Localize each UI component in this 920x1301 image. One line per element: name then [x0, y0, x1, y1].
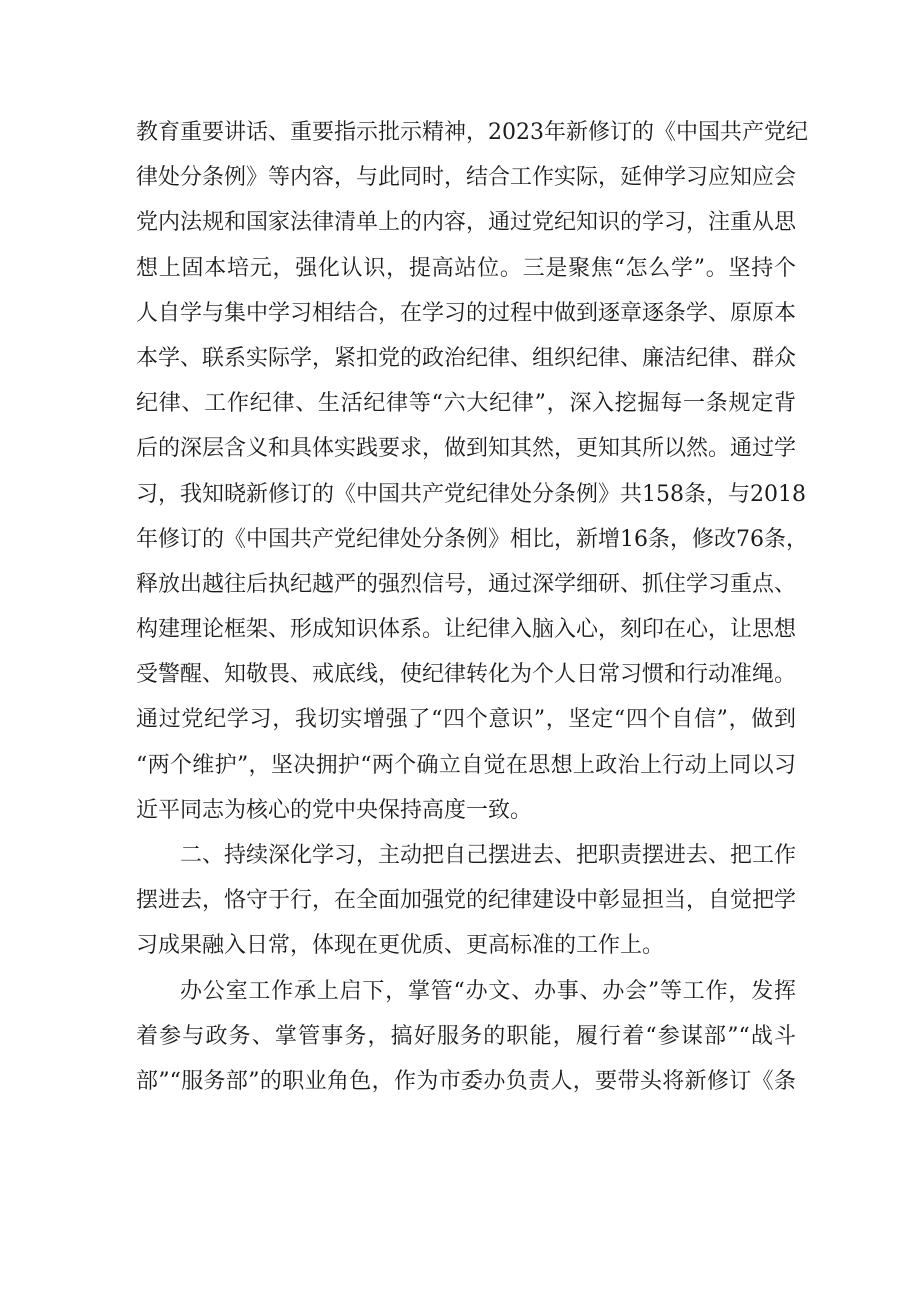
text-line: 通过党纪学习，我切实增强了“四个意识”，坚定“四个自信”，做到	[136, 707, 796, 733]
text-line: “两个维护”，坚决拥护“两个确立自觉在思想上政治上行动上同以习	[136, 752, 796, 778]
text-line: 近平同志为核心的党中央保持高度一致。	[136, 797, 533, 823]
text-line: 着参与政务、掌管事务，搞好服务的职能，履行着“参谋部”“战斗	[136, 1023, 796, 1049]
paragraph-office-work	[136, 969, 796, 1105]
text-line: 想上固本培元，强化认识，提高站位。三是聚焦“怎么学”。坚持个	[136, 255, 796, 281]
text-line: 摆进去，恪守于行，在全面加强党的纪律建设中彰显担当，自觉把学	[136, 888, 797, 914]
text-line: 纪律、工作纪律、生活纪律等“六大纪律”，深入挖掘每一条规定背	[136, 391, 796, 417]
text-line: 习成果融入日常，体现在更优质、更高标准的工作上。	[136, 933, 665, 959]
document-body	[136, 110, 808, 1104]
text-line: 部”“服务部”的职业角色，作为市委办负责人，要带头将新修订《条	[136, 1068, 796, 1094]
text-line: 释放出越往后执纪越严的强烈信号，通过深学细研、抓住学习重点、	[136, 571, 797, 597]
text-line: 二、持续深化学习，主动把自己摆进去、把职责摆进去、把工作	[180, 843, 797, 868]
text-line: 习，我知晓新修订的《中国共产党纪律处分条例》共158条，与2018	[136, 481, 806, 507]
text-line: 教育重要讲话、重要指示批示精神，2023年新修订的《中国共产党纪	[136, 120, 808, 145]
text-line: 受警醒、知敬畏、戒底线，使纪律转化为个人日常习惯和行动准绳。	[136, 662, 797, 688]
text-line: 律处分条例》等内容，与此同时，结合工作实际，延伸学习应知应会	[136, 165, 797, 191]
text-line: 党内法规和国家法律清单上的内容，通过党纪知识的学习，注重从思	[136, 210, 797, 236]
text-line: 本学、联系实际学，紧扣党的政治纪律、组织纪律、廉洁纪律、群众	[136, 345, 797, 371]
text-line: 年修订的《中国共产党纪律处分条例》相比，新增16条，修改76条，	[136, 526, 808, 552]
text-line: 人自学与集中学习相结合，在学习的过程中做到逐章逐条学、原原本	[136, 300, 797, 326]
paragraph-heading-two	[136, 833, 796, 969]
paragraph-continued	[136, 110, 808, 833]
text-line: 后的深层含义和具体实践要求，做到知其然，更知其所以然。通过学	[136, 436, 797, 462]
text-line: 办公室工作承上启下，掌管“办文、办事、办会”等工作，发挥	[180, 978, 796, 1004]
text-line: 构建理论框架、形成知识体系。让纪律入脑入心，刻印在心，让思想	[136, 617, 797, 643]
